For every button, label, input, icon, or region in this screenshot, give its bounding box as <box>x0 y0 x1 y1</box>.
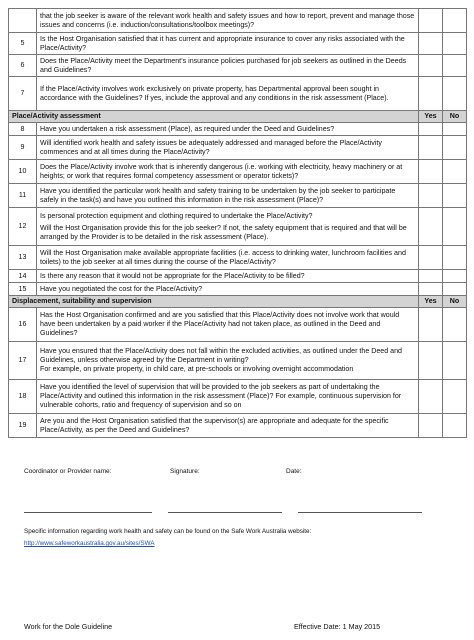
no-cell[interactable] <box>443 208 467 246</box>
yes-cell[interactable] <box>419 123 443 136</box>
row-number: 15 <box>9 283 37 296</box>
table-row <box>9 9 467 33</box>
row-number: 14 <box>9 270 37 283</box>
no-cell[interactable] <box>443 414 467 438</box>
question-text: Is the Host Organisation satisfied that it has current and appropriate insurance to cover any risks associated with the Place/Activity? <box>37 33 419 55</box>
question-text: Have you undertaken a risk assessment (Place), as required under the Deed and Guidelines? <box>37 123 419 136</box>
question-text-followup: For example, on private property, in child care, at pre-schools or involving overnight accommodation <box>40 365 354 373</box>
coordinator-name-label: Coordinator or Provider name: <box>24 468 112 475</box>
row-number: 8 <box>9 123 37 136</box>
row-number: 18 <box>9 380 37 414</box>
no-cell[interactable] <box>443 270 467 283</box>
section-header-row <box>9 111 467 123</box>
yes-cell[interactable] <box>419 380 443 414</box>
table-row <box>9 55 467 77</box>
question-text <box>37 342 419 380</box>
question-text: Does the Place/Activity meet the Department’s insurance policies purchased for job seekers as outlined in the Deeds and Guidelines? <box>37 55 419 77</box>
table-row <box>9 246 467 270</box>
table-row <box>9 308 467 342</box>
safe-work-info-text: Specific information regarding work health and safety can be found on the Safe Work Australia website: <box>24 528 312 535</box>
yes-cell[interactable] <box>419 342 443 380</box>
yes-cell[interactable] <box>419 9 443 33</box>
row-number <box>9 9 37 33</box>
section-title: Place/Activity assessment <box>9 111 419 123</box>
question-text: Will identified work health and safety issues be adequately addressed and managed before the Place/Activity commences and at all times during the Place/Activity? <box>37 136 419 160</box>
no-cell[interactable] <box>443 77 467 111</box>
question-text: Have you identified the level of supervision that will be provided to the job seekers as part of undertaking the Place/Activity and outlined this information in the risk assessment (Place)? For example, continuous supervision for vulnerable cohorts, ratio and frequency of supervision and so on <box>37 380 419 414</box>
question-text: Is there any reason that it would not be appropriate for the Place/Activity to be filled? <box>37 270 419 283</box>
question-text-line: Have you ensured that the Place/Activity does not fall within the excluded activities, as outlined under the Deed and Guidelines, unless otherwise agreed by the Department in writing? <box>40 347 402 364</box>
table-row <box>9 342 467 380</box>
no-cell[interactable] <box>443 283 467 296</box>
question-text: Will the Host Organisation make available appropriate facilities (i.e. access to drinking water, lunchroom facilities and toilets) to the job seeker at all times during the course of the Place/Activity? <box>37 246 419 270</box>
no-cell[interactable] <box>443 123 467 136</box>
date-label: Date: <box>286 468 302 475</box>
row-number: 11 <box>9 184 37 208</box>
table-row <box>9 123 467 136</box>
no-cell[interactable] <box>443 9 467 33</box>
yes-header: Yes <box>419 296 443 308</box>
row-number: 19 <box>9 414 37 438</box>
no-cell[interactable] <box>443 380 467 414</box>
row-number: 10 <box>9 160 37 184</box>
checklist-table <box>8 8 467 438</box>
question-text: that the job seeker is aware of the relevant work health and safety issues and how to report, prevent and manage those issues and concerns (i.e. induction/consultations/toolbox meetings)? <box>37 9 419 33</box>
no-cell[interactable] <box>443 308 467 342</box>
no-header: No <box>443 296 467 308</box>
row-number: 9 <box>9 136 37 160</box>
no-cell[interactable] <box>443 184 467 208</box>
question-text: If the Place/Activity involves work exclusively on private property, has Departmental approval been sought in accordance with the Guidelines? If yes, include the approval and any conditions in the risk assessment (Place). <box>37 77 419 111</box>
yes-cell[interactable] <box>419 136 443 160</box>
yes-header: Yes <box>419 111 443 123</box>
table-row <box>9 208 467 246</box>
signature-field[interactable] <box>168 512 282 513</box>
yes-cell[interactable] <box>419 414 443 438</box>
no-cell[interactable] <box>443 342 467 380</box>
no-cell[interactable] <box>443 246 467 270</box>
yes-cell[interactable] <box>419 308 443 342</box>
section-title: Displacement, suitability and supervision <box>9 296 419 308</box>
table-row <box>9 283 467 296</box>
coordinator-name-field[interactable] <box>24 512 152 513</box>
table-row <box>9 270 467 283</box>
yes-cell[interactable] <box>419 184 443 208</box>
yes-cell[interactable] <box>419 246 443 270</box>
row-number: 17 <box>9 342 37 380</box>
table-row <box>9 184 467 208</box>
yes-cell[interactable] <box>419 283 443 296</box>
footer-document-title: Work for the Dole Guideline <box>24 622 113 631</box>
no-header: No <box>443 111 467 123</box>
table-row <box>9 414 467 438</box>
table-row <box>9 136 467 160</box>
yes-cell[interactable] <box>419 33 443 55</box>
yes-cell[interactable] <box>419 270 443 283</box>
table-row <box>9 77 467 111</box>
question-text: Are you and the Host Organisation satisfied that the supervisor(s) are appropriate and adequate for the specific Place/Activity, as per the Deed and Guidelines? <box>37 414 419 438</box>
section-header-row <box>9 296 467 308</box>
date-field[interactable] <box>298 512 422 513</box>
question-text-followup: Will the Host Organisation provide this for the job seeker? If not, the safety equipment that is required and that will be arranged by the Provider is to be detailed in the risk assessment (Place). <box>40 223 407 241</box>
row-number: 7 <box>9 77 37 111</box>
footer-effective-date: Effective Date: 1 May 2015 <box>294 622 381 631</box>
row-number: 5 <box>9 33 37 55</box>
table-row <box>9 380 467 414</box>
table-row <box>9 33 467 55</box>
signature-label: Signature: <box>170 468 200 475</box>
row-number: 16 <box>9 308 37 342</box>
no-cell[interactable] <box>443 33 467 55</box>
yes-cell[interactable] <box>419 55 443 77</box>
question-text: Has the Host Organisation confirmed and are you satisfied that this Place/Activity does not involve work that would have been undertaken by a paid worker if the Place/Activity had not taken place, as outlined in the Deed and Guidelines? <box>37 308 419 342</box>
no-cell[interactable] <box>443 136 467 160</box>
question-text-line: Is personal protection equipment and clothing required to undertake the Place/Activity? <box>40 211 313 220</box>
yes-cell[interactable] <box>419 160 443 184</box>
row-number: 6 <box>9 55 37 77</box>
question-text: Does the Place/Activity involve work that is inherently dangerous (i.e. working with electricity, heavy machinery or at heights; or work that requires formal competency assessment or operator tickets)? <box>37 160 419 184</box>
yes-cell[interactable] <box>419 208 443 246</box>
no-cell[interactable] <box>443 55 467 77</box>
row-number: 12 <box>9 208 37 246</box>
row-number: 13 <box>9 246 37 270</box>
question-text: Have you negotiated the cost for the Place/Activity? <box>37 283 419 296</box>
yes-cell[interactable] <box>419 77 443 111</box>
no-cell[interactable] <box>443 160 467 184</box>
question-text <box>37 208 419 246</box>
table-row <box>9 160 467 184</box>
question-text: Have you identified the particular work health and safety training to be undertaken by the job seeker to participate safely in the task(s) and have you outlined this information in the risk assessment (Place)? <box>37 184 419 208</box>
safe-work-australia-link[interactable]: http://www.safeworkaustralia.gov.au/sites/SWA <box>24 540 155 547</box>
